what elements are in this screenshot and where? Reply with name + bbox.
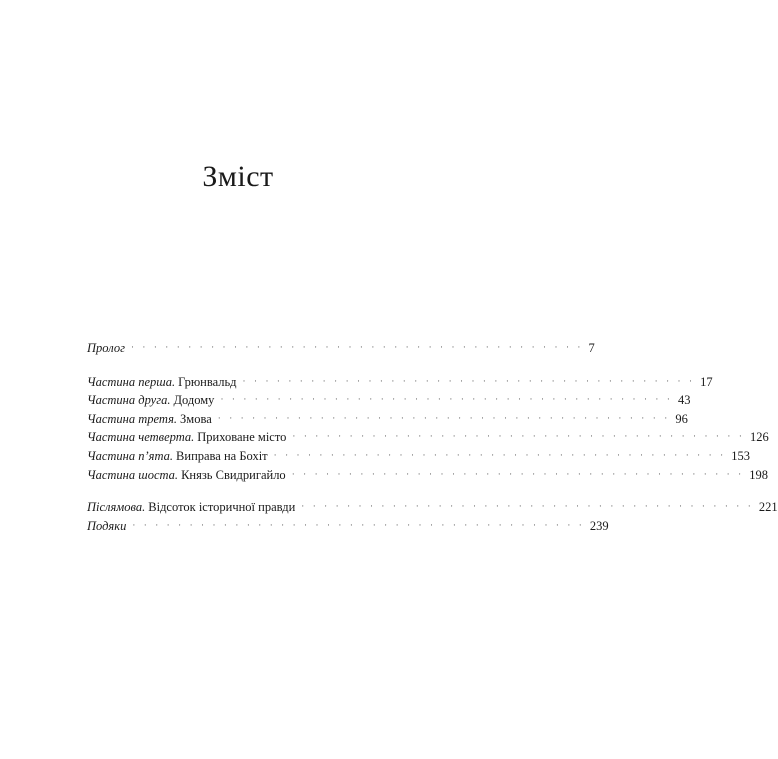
toc-entry-title: Додому	[173, 393, 215, 408]
toc-group-prologue	[87, 339, 595, 358]
dot-leader: · · · · · · · · · · · · · · · · · · · · · · · · · · · · · · · · · · · · · · · ·	[242, 375, 696, 386]
toc-entry-label: Подяки	[87, 518, 127, 533]
toc-entry-acknowledgements[interactable]	[87, 517, 609, 536]
toc-page-number: 7	[588, 341, 595, 355]
dot-leader: · · · · · · · · · · · · · · · · · · · · · · · · · · · · · · · · · · · · · · · ·	[132, 519, 585, 530]
toc-entry-part-2[interactable]	[87, 391, 691, 410]
toc-entry-prologue[interactable]	[87, 339, 595, 358]
dot-leader: · · · · · · · · · · · · · · · · · · · · · · · · · · · · · · · · · · · · · · · ·	[292, 431, 745, 442]
toc-page-number: 17	[700, 374, 713, 389]
toc-entry-part-4[interactable]	[87, 428, 769, 447]
toc-entry-label: Післямова.	[87, 500, 146, 515]
toc-entry-label: Частина п’ята.	[87, 448, 174, 463]
toc-group-parts	[87, 373, 769, 485]
toc-page-number: 198	[749, 467, 768, 482]
toc-entry-label: Частина третя.	[87, 411, 178, 426]
toc-entry-part-5[interactable]	[87, 447, 750, 466]
toc-entry-title: Грюнвальд	[178, 374, 237, 389]
toc-entry-part-3[interactable]	[87, 410, 688, 429]
dot-leader: · · · · · · · · · · · · · · · · · · · · · · · · · · · · · · · · · · · · · · · ·	[301, 501, 754, 512]
toc-entry-part-1[interactable]	[87, 373, 713, 392]
toc-entry-title: Відсоток історичної правди	[148, 500, 296, 515]
toc-page-number: 43	[677, 393, 691, 408]
toc-page-number: 221	[758, 500, 778, 515]
toc-entry-title: Змова	[180, 411, 212, 426]
toc-entry-label: Частина перша.	[87, 374, 176, 389]
toc-entry-label: Частина шоста.	[87, 467, 179, 482]
toc-entry-label: Частина четверта.	[87, 430, 195, 445]
toc-page-number: 153	[731, 448, 750, 463]
toc-group-back-matter	[87, 498, 778, 535]
toc-entry-label: Частина друга.	[87, 393, 171, 408]
dot-leader: · · · · · · · · · · · · · · · · · · · · · · · · · · · · · · · · · · · · · · · ·	[220, 394, 673, 405]
toc-page-number: 239	[589, 518, 609, 533]
table-of-contents	[87, 339, 778, 535]
toc-page-number: 96	[675, 411, 688, 426]
dot-leader: · · · · · · · · · · · · · · · · · · · · · · · · · · · · · · · · · · · · · · · ·	[130, 342, 584, 352]
toc-entry-part-6[interactable]	[87, 466, 768, 485]
toc-entry-afterword[interactable]	[87, 498, 778, 517]
dot-leader: · · · · · · · · · · · · · · · · · · · · · · · · · · · · · · · · · · · · · · · ·	[273, 449, 727, 460]
toc-page-number: 126	[749, 430, 769, 445]
dot-leader: · · · · · · · · · · · · · · · · · · · · · · · · · · · · · · · · · · · · · · · ·	[217, 412, 671, 423]
toc-entry-label: Пролог	[87, 341, 125, 355]
toc-entry-title: Приховане місто	[197, 430, 287, 445]
toc-entry-title: Виправа на Бохіт	[176, 448, 268, 463]
page-title: Зміст	[202, 160, 274, 193]
dot-leader: · · · · · · · · · · · · · · · · · · · · · · · · · · · · · · · · · · · · · · · ·	[291, 468, 745, 479]
toc-entry-title: Князь Свидригайло	[181, 467, 286, 482]
